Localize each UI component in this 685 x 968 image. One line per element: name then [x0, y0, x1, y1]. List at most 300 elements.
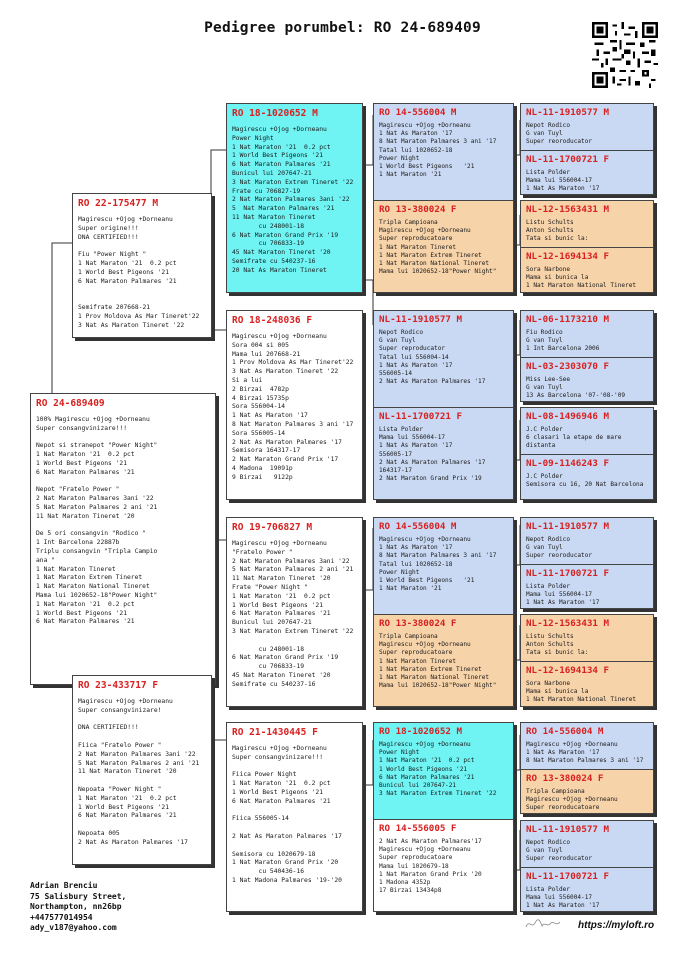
- note-line: 556005-17: [379, 450, 413, 458]
- note-line: 1 Nat Maraton '21 0.2 pct: [36, 600, 135, 608]
- gp-ring-2: RO 19-706827 M: [232, 522, 313, 533]
- note-line: Mama si bunica la: [526, 274, 589, 282]
- gggp-notes-5: [526, 376, 648, 401]
- gggp-card-15[interactable]: [521, 867, 653, 912]
- note-line: Nepoata "Power Night ": [78, 785, 162, 793]
- signature-icon: [524, 917, 564, 931]
- note-line: 2 Nat As Maraton Palmares'17: [379, 838, 482, 845]
- note-line: [78, 716, 206, 725]
- note-line: Mama lui 1020679-18: [379, 862, 449, 870]
- gp-notes-0: [232, 126, 357, 276]
- note-line: Semisora cu 16, 20 Nat Barcelona: [526, 481, 644, 489]
- note-line: Semifrate 207668-21: [78, 303, 151, 311]
- ggp-card-5[interactable]: [374, 614, 513, 707]
- owner-city: Northampton, nn26bp: [30, 902, 122, 911]
- note-line: Magirescu +Ojog +Dorneanu: [232, 540, 327, 547]
- ggp-ring-4: RO 14-556004 M: [379, 521, 457, 532]
- note-line: 1 Nat Maraton National Tineret: [379, 260, 490, 268]
- note-line: Sora 556005-14: [232, 429, 286, 437]
- ggp-ring-2: NL-11-1910577 M: [379, 314, 462, 325]
- note-line: Super reoroducatoare: [526, 804, 600, 812]
- ggp-notes-2: [379, 329, 508, 386]
- note-line: [232, 763, 357, 772]
- note-line: 5 Nat Maraton Palmares 2 ani '21: [36, 503, 158, 511]
- note-line: 11 Nat Maraton Tineret '20: [232, 575, 331, 583]
- ggp-notes-1: [379, 219, 508, 276]
- gggp-ring-12: RO 14-556004 M: [526, 726, 604, 737]
- note-line: Magirescu +Ojog +Dorneanu: [379, 122, 471, 129]
- note-line: 3 Nat As Maraton Tineret '22: [78, 321, 185, 329]
- note-line: 2 Nat As Maraton Palmares '17: [379, 458, 486, 466]
- ggp-pair-0: [373, 103, 514, 293]
- gp-ring-3: RO 21-1430445 F: [232, 727, 318, 738]
- note-line: Magirescu +Ojog +Dorneanu: [379, 227, 471, 235]
- note-line: 1 Nat Maraton '21 0.2 pct: [36, 451, 135, 459]
- note-line: cu 706833-19: [232, 240, 305, 248]
- note-line: Lista Polder: [526, 886, 571, 893]
- note-line: 6 Nat Maraton Palmares '21: [36, 468, 135, 476]
- gggp-card-5[interactable]: [521, 357, 653, 402]
- gggp-notes-6: [526, 426, 648, 451]
- note-line: Tatal lui 1020652-18: [379, 146, 453, 154]
- note-line: Magirescu +Ojog +Dorneanu: [232, 126, 327, 133]
- sire-notes: [78, 216, 206, 330]
- note-line: [36, 478, 210, 487]
- note-line: Fiu "Power Night ": [78, 251, 147, 259]
- gggp-ring-0: NL-11-1910577 M: [526, 107, 609, 118]
- note-line: [78, 295, 206, 304]
- note-line: Anton Schults: [526, 641, 574, 649]
- note-line: 3 Nat Maraton Extrem Tineret '22: [232, 627, 354, 635]
- note-line: G van Tuyl: [526, 847, 563, 855]
- gggp-notes-12: [526, 741, 648, 766]
- gggp-notes-0: [526, 122, 648, 147]
- note-line: Listu Schults: [526, 633, 574, 640]
- note-line: [78, 286, 206, 295]
- gp-card-0[interactable]: [226, 103, 363, 293]
- note-line: [232, 824, 357, 833]
- note-line: Mama lui 1020652-18"Power Night": [36, 591, 158, 599]
- note-line: 1 Nat As Maraton '17: [379, 544, 453, 552]
- note-line: De 5 ori consangvin "Rodico ": [36, 530, 146, 538]
- note-line: 6 Nat Maraton Palmares '21: [232, 610, 331, 618]
- note-line: Tata si bunic la:: [526, 235, 589, 243]
- gggp-ring-5: NL-03-2303070 F: [526, 361, 609, 372]
- note-line: J.C Polder: [526, 426, 563, 433]
- note-line: J.C Polder: [526, 473, 563, 480]
- note-line: 1 Prov Moldova As Mar Tineret'22: [232, 359, 354, 367]
- note-line: Fiica "Fratelo Power ": [78, 741, 162, 749]
- note-line: Nepot Rodico: [526, 839, 571, 846]
- gggp-card-13[interactable]: [521, 769, 653, 814]
- note-line: Mama lui 556004-17: [379, 434, 446, 442]
- ggp-ring-7: RO 14-556005 F: [379, 823, 457, 834]
- dam-notes: [78, 698, 206, 848]
- note-line: 11 Nat Maraton Tineret '20: [78, 768, 177, 776]
- note-line: Tata si bunic la:: [526, 649, 589, 657]
- gp-ring-1: RO 18-248036 F: [232, 315, 313, 326]
- note-line: 1 World Best Pigeons '21: [78, 803, 169, 811]
- note-line: Sora Narbone: [526, 680, 571, 687]
- owner-phone: +447577014954: [30, 912, 93, 922]
- note-line: Super reproducator: [379, 345, 446, 353]
- note-line: DNA CERTIFIED!!!: [78, 233, 139, 241]
- ggp-card-3[interactable]: [374, 407, 513, 500]
- note-line: 3 Nat Maraton Extrem Tineret '22: [379, 790, 497, 798]
- note-line: [36, 434, 210, 443]
- gggp-card-1[interactable]: [521, 150, 653, 195]
- gggp-ring-14: NL-11-1910577 M: [526, 824, 609, 835]
- note-line: Semifrate cu 540237-16: [232, 257, 316, 265]
- note-line: 4 Birzai 15735p: [232, 394, 289, 402]
- gggp-ring-11: NL-12-1694134 F: [526, 665, 609, 676]
- note-line: 1 Nat As Maraton '17: [232, 412, 308, 420]
- note-line: Magirescu +Ojog +Dorneanu: [232, 745, 327, 752]
- note-line: Super reproducatoare: [379, 235, 453, 243]
- note-line: 17 Birzai 13434p8: [379, 887, 442, 895]
- note-line: Super reproducatoare: [379, 854, 453, 862]
- note-line: 6 Nat Maraton Palmares '21: [232, 797, 331, 805]
- ggp-notes-3: [379, 426, 508, 483]
- note-line: [232, 807, 357, 816]
- note-line: 11 Nat Maraton Tineret '20: [36, 512, 135, 520]
- note-line: Fiica 556005-14: [232, 815, 289, 823]
- note-line: 6 clasari la etape de mare: [526, 434, 622, 442]
- note-line: Power Night: [379, 749, 420, 757]
- note-line: 1 Nat Maraton Extrem Tineret: [379, 665, 482, 673]
- gggp-card-9[interactable]: [521, 564, 653, 609]
- note-line: 45 Nat Maraton Tineret '20: [232, 671, 331, 679]
- note-line: 13 As Barcelona '07-'08-'09: [526, 392, 626, 400]
- note-line: 1 Nat As Maraton '17: [379, 361, 453, 369]
- ggp-notes-5: [379, 633, 508, 690]
- note-line: Fiica Power Night: [232, 771, 297, 779]
- note-line: 11 Nat Maraton Tineret: [232, 213, 316, 221]
- gggp-notes-2: [526, 219, 648, 244]
- note-line: G van Tuyl: [526, 544, 563, 552]
- note-line: 8 Nat Maraton Palmares 3 ani '17: [526, 757, 644, 765]
- note-line: 8 Nat Maraton Palmares 3 ani '17: [232, 420, 354, 428]
- ggp-notes-7: [379, 838, 508, 895]
- note-line: Mama lui 556004-17: [526, 894, 593, 902]
- note-line: Miss Lee-See: [526, 376, 571, 383]
- note-line: cu 706833-19: [232, 663, 305, 671]
- note-line: 100% Magirescu +Ojog +Dorneanu: [36, 416, 150, 423]
- gggp-pair-3: [520, 407, 654, 500]
- gggp-ring-3: NL-12-1694134 F: [526, 251, 609, 262]
- note-line: G van Tuyl: [526, 384, 563, 392]
- note-line: 1 Nat As Maraton '17: [379, 442, 453, 450]
- gggp-card-3[interactable]: [521, 247, 653, 293]
- gggp-ring-1: NL-11-1700721 F: [526, 154, 609, 165]
- gggp-card-14[interactable]: [521, 821, 653, 867]
- gggp-ring-7: NL-09-1146243 F: [526, 458, 609, 469]
- gggp-notes-15: [526, 886, 648, 911]
- note-line: 2 Nat Maraton Palmares 3ani '22: [232, 557, 350, 565]
- note-line: Anton Schults: [526, 227, 574, 235]
- ggp-notes-4: [379, 536, 508, 593]
- note-line: 3 Nat As Maraton Tineret '22: [232, 368, 339, 376]
- note-line: Nepot si stranepot "Power Night": [36, 442, 158, 450]
- gp-notes-2: [232, 540, 357, 690]
- sire-ring: RO 22-175477 M: [78, 198, 159, 209]
- note-line: Magirescu +Ojog +Dorneanu: [379, 536, 471, 543]
- note-line: Super origine!!!: [78, 224, 139, 232]
- dam-card[interactable]: [72, 675, 212, 865]
- note-line: Frate cu 706827-19: [232, 187, 301, 195]
- gggp-ring-15: NL-11-1700721 F: [526, 871, 609, 882]
- note-line: 6 Nat Maraton Grand Prix '19: [232, 231, 339, 239]
- note-line: 1 Int Barcelona 2006: [526, 345, 600, 353]
- note-line: 6 Nat Maraton Palmares '21: [78, 812, 177, 820]
- note-line: Lista Polder: [526, 169, 571, 176]
- note-line: 1 Nat Maraton '21 0.2 pct: [232, 592, 331, 600]
- note-line: 1 Madona 4352p: [379, 879, 431, 887]
- note-line: Power Night: [379, 154, 420, 162]
- gggp-ring-9: NL-11-1700721 F: [526, 568, 609, 579]
- note-line: 9 Birzai 9122p: [232, 473, 293, 481]
- note-line: 1 World Best Pigeons '21: [78, 268, 169, 276]
- note-line: distanta: [526, 442, 556, 450]
- note-line: 6 Nat Maraton Palmares '21: [36, 618, 135, 626]
- note-line: 1 Nat Maraton National Tineret: [526, 282, 637, 290]
- note-line: Tatal lui 1020652-18: [379, 560, 453, 568]
- dam-ring: RO 23-433717 F: [78, 680, 159, 691]
- note-line: 1 Nat Maraton Grand Prix '20: [379, 870, 482, 878]
- note-line: G van Tuyl: [526, 130, 563, 138]
- gggp-pair-2: [520, 310, 654, 402]
- note-line: 1 World Best Pigeons '21: [379, 163, 475, 171]
- note-line: 2 Nat As Maraton Palmares '17: [379, 378, 486, 386]
- note-line: 6 Nat Maraton Palmares '21: [379, 773, 475, 781]
- gggp-ring-4: NL-06-1173210 M: [526, 314, 609, 325]
- note-line: 1 Nat Maraton '21 0.2 pct: [78, 259, 177, 267]
- note-line: Si a lui: [232, 376, 263, 384]
- note-line: 2 Nat Maraton Palmares 3ani '22: [232, 196, 350, 204]
- owner-street: 75 Salisbury Street,: [30, 891, 127, 901]
- gggp-ring-10: NL-12-1563431 M: [526, 618, 609, 629]
- subject-card[interactable]: [30, 393, 216, 685]
- note-line: 1 World Best Pigeons '21: [36, 609, 127, 617]
- note-line: 1 Nat Maraton '21: [379, 171, 442, 179]
- note-line: 1 World Best Pigeons '21: [379, 765, 468, 773]
- note-line: Magirescu +Ojog +Dorneanu: [379, 846, 471, 854]
- note-line: 2 Nat As Maraton Palmares '17: [232, 438, 342, 446]
- note-line: 1 Nat As Maraton '17: [379, 130, 453, 138]
- ggp-pair-1: [373, 310, 514, 500]
- note-line: 45 Nat Maraton Tineret '20: [232, 249, 331, 257]
- ggp-card-4[interactable]: [374, 518, 513, 614]
- note-line: 1 Nat Madona Palmares '19-'20: [232, 876, 342, 884]
- note-line: 8 Nat Maraton Palmares 3 ani '17: [379, 552, 497, 560]
- gggp-pair-0: [520, 103, 654, 195]
- gggp-card-6[interactable]: [521, 408, 653, 454]
- note-line: 1 World Best Pigeons '21: [232, 152, 323, 160]
- note-line: Power Night: [232, 134, 274, 142]
- ggp-ring-3: NL-11-1700721 F: [379, 411, 462, 422]
- note-line: Tatal lui 556004-14: [379, 353, 449, 361]
- note-line: 1 Nat Maraton National Tineret: [379, 674, 490, 682]
- note-line: 1 Int Barcelona 22887b: [36, 539, 120, 547]
- note-line: Bunicul lui 207647-21: [232, 619, 312, 627]
- note-line: Nepot Rodico: [379, 329, 424, 336]
- note-line: Super consangvinizare!!!: [36, 424, 127, 432]
- note-line: 1 World Best Pigeons '21: [232, 788, 323, 796]
- gggp-card-7[interactable]: [521, 454, 653, 500]
- note-line: 6 Nat Maraton Palmares '21: [78, 277, 177, 285]
- ggp-card-7[interactable]: [374, 819, 513, 912]
- note-line: 1 Nat Maraton Tineret: [36, 565, 116, 573]
- ggp-card-2[interactable]: [374, 311, 513, 407]
- note-line: 6 Nat Maraton Palmares '21: [232, 161, 331, 169]
- gggp-ring-8: NL-11-1910577 M: [526, 521, 609, 532]
- note-line: 2 Nat As Maraton Palmares '17: [232, 832, 342, 840]
- gggp-pair-7: [520, 820, 654, 912]
- note-line: [78, 733, 206, 742]
- note-line: Magirescu +Ojog +Dorneanu: [232, 333, 327, 340]
- note-line: Super consangvinizare!!!: [232, 753, 323, 761]
- gggp-card-2[interactable]: [521, 201, 653, 247]
- note-line: Mama lui 556004-17: [526, 177, 593, 185]
- note-line: 1 World Best Pigeons '21: [232, 601, 323, 609]
- owner-email[interactable]: ady_v187@yahoo.com: [30, 923, 117, 932]
- gggp-ring-2: NL-12-1563431 M: [526, 204, 609, 215]
- note-line: Super consangvinizare!: [78, 706, 162, 714]
- ggp-pair-3: [373, 722, 514, 912]
- gggp-card-8[interactable]: [521, 518, 653, 564]
- gp-card-1[interactable]: [226, 310, 363, 500]
- gggp-notes-10: [526, 633, 648, 658]
- note-line: Power Night: [379, 568, 420, 576]
- gggp-notes-4: [526, 329, 648, 354]
- note-line: Triplu consangvin "Tripla Campio: [36, 547, 158, 555]
- note-line: 2 Nat Maraton Grand Prix '17: [232, 456, 339, 464]
- gggp-card-4[interactable]: [521, 311, 653, 357]
- note-line: 1 Nat Maraton '21 0.2 pct: [78, 794, 177, 802]
- note-line: 1 Prov Moldova As Mar Tineret'22: [78, 312, 200, 320]
- gp-card-3[interactable]: [226, 722, 363, 912]
- owner-contact: [30, 881, 126, 934]
- note-line: Semisora cu 1020679-18: [232, 850, 316, 858]
- note-line: Magirescu +Ojog +Dorneanu: [78, 216, 173, 223]
- note-line: Magirescu +Ojog +Dorneanu: [526, 796, 618, 804]
- gggp-notes-7: [526, 473, 648, 489]
- note-line: 8 Nat Maraton Palmares 3 ani '17: [379, 138, 497, 146]
- gggp-card-11[interactable]: [521, 661, 653, 707]
- ggp-pair-2: [373, 517, 514, 707]
- note-line: Bunicul lui 207647-21: [379, 782, 457, 790]
- note-line: 1 Nat Maraton '21 0.2 pct: [232, 143, 331, 151]
- note-line: Magirescu +Ojog +Dorneanu: [379, 641, 471, 649]
- note-line: 1 Nat Maraton Grand Prix '20: [232, 859, 339, 867]
- gggp-pair-6: [520, 722, 654, 814]
- note-line: Nepot Rodico: [526, 122, 571, 129]
- note-line: 2 Birzai 4782p: [232, 385, 289, 393]
- note-line: Super reoroducator: [526, 552, 593, 560]
- ggp-ring-0: RO 14-556004 M: [379, 107, 457, 118]
- gggp-card-12[interactable]: [521, 723, 653, 769]
- note-line: 5 Nat Maraton Palmares 2 ani '21: [232, 566, 354, 574]
- note-line: 2 Nat Maraton Palmares 3ani '22: [36, 495, 154, 503]
- note-line: 5 Nat Maraton Palmares '21: [232, 205, 335, 213]
- gggp-notes-14: [526, 839, 648, 864]
- note-line: 1 Nat As Maraton '17: [526, 902, 600, 910]
- note-line: 20 Nat As Maraton Tineret: [232, 266, 327, 274]
- note-line: Mama lui 1020652-18"Power Night": [379, 268, 497, 276]
- gggp-notes-9: [526, 583, 648, 608]
- gggp-notes-13: [526, 788, 648, 813]
- gggp-pair-5: [520, 614, 654, 707]
- note-line: Nepot Rodico: [526, 536, 571, 543]
- ggp-ring-6: RO 18-1020652 M: [379, 726, 462, 737]
- gggp-card-10[interactable]: [521, 615, 653, 661]
- note-line: 556005-14: [379, 370, 413, 378]
- ggp-notes-6: [379, 741, 508, 798]
- note-line: Nepoata 005: [78, 829, 120, 837]
- note-line: 3 Nat Maraton Extrem Tineret '22: [232, 178, 354, 186]
- note-line: Bunicul lui 207647-21: [232, 169, 312, 177]
- note-line: Lista Polder: [379, 426, 424, 433]
- subject-notes: [36, 416, 210, 627]
- note-line: [78, 821, 206, 830]
- note-line: cu 248001-18: [232, 222, 305, 230]
- note-line: 1 Nat Maraton Extrem Tineret: [36, 574, 143, 582]
- note-line: "Fratelo Power ": [232, 548, 293, 556]
- note-line: ana ": [36, 556, 55, 564]
- note-line: Sora Narbone: [526, 266, 571, 273]
- note-line: 1 Nat Maraton National Tineret: [526, 696, 637, 704]
- website-link[interactable]: https://myloft.ro: [578, 920, 655, 931]
- note-line: DNA CERTIFIED!!!: [78, 724, 139, 732]
- note-line: [78, 242, 206, 251]
- gp-notes-1: [232, 333, 357, 483]
- note-line: Tripla Campioana: [526, 788, 585, 795]
- note-line: 1 Nat Maraton Tineret: [379, 657, 457, 665]
- note-line: Fiu Rodico: [526, 329, 563, 336]
- ggp-card-0[interactable]: [374, 104, 513, 200]
- note-line: Super reoroducator: [526, 855, 593, 863]
- owner-name: Adrian Brenciu: [30, 881, 98, 890]
- note-line: cu 540436-16: [232, 868, 305, 876]
- note-line: 1 Nat Maraton '21: [379, 585, 442, 593]
- note-line: Listu Schults: [526, 219, 574, 226]
- ggp-card-6[interactable]: [374, 723, 513, 819]
- ggp-card-1[interactable]: [374, 200, 513, 293]
- gggp-notes-1: [526, 169, 648, 194]
- note-line: Magirescu +Ojog +Dorneanu: [526, 741, 618, 748]
- note-line: 4 Madona 19091p: [232, 464, 293, 472]
- note-line: 2 Nat As Maraton Palmares '17: [78, 838, 188, 846]
- gggp-card-0[interactable]: [521, 104, 653, 150]
- note-line: [232, 637, 357, 646]
- note-line: Sora 556004-14: [232, 403, 286, 411]
- gggp-notes-8: [526, 536, 648, 561]
- note-line: 1 Nat Maraton Extrem Tineret: [379, 251, 482, 259]
- note-line: 1 Nat Maraton '21 0.2 pct: [232, 780, 331, 788]
- note-line: Super reoroducator: [526, 138, 593, 146]
- gggp-pair-4: [520, 517, 654, 609]
- note-line: Magirescu +Ojog +Dorneanu: [379, 741, 471, 748]
- note-line: [78, 777, 206, 786]
- note-line: 1 World Best Pigeons '21: [36, 459, 127, 467]
- note-line: Tripla Campioana: [379, 633, 438, 640]
- sire-card[interactable]: [72, 193, 212, 338]
- gp-card-2[interactable]: [226, 517, 363, 707]
- note-line: cu 248001-18: [232, 645, 305, 653]
- note-line: 164317-17: [379, 467, 413, 475]
- note-line: Nepot "Fratelo Power ": [36, 486, 120, 494]
- note-line: Semifrate cu 540237-16: [232, 680, 316, 688]
